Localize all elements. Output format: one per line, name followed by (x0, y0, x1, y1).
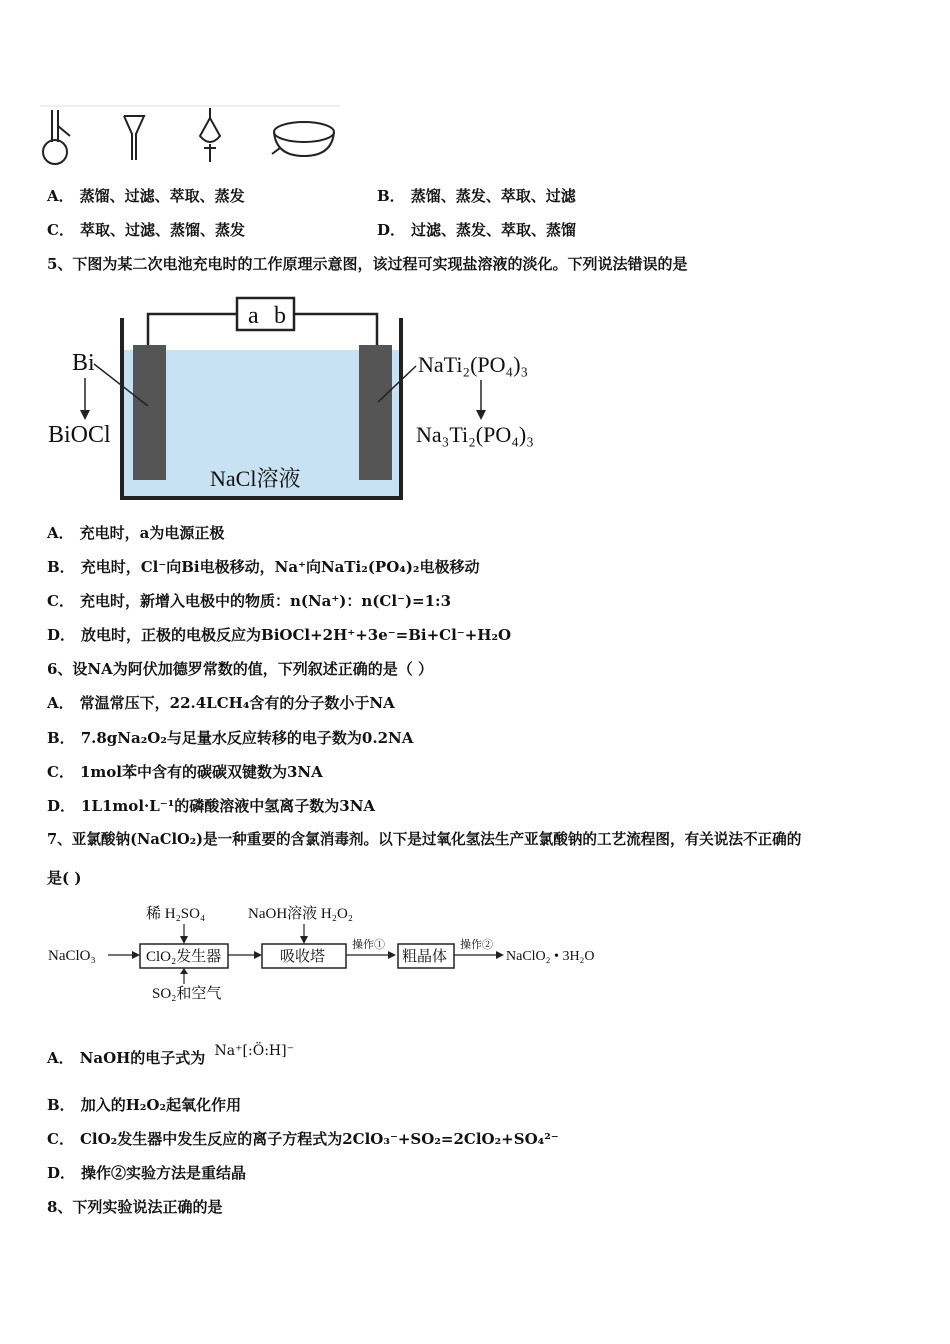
q7-option-a: A． NaOH的电子式为 Na⁺[:Ö:H]⁻ (47, 1043, 294, 1067)
flow-box1-top: 稀 H₂SO₄ (146, 906, 206, 922)
left-bottom-label: BiOCl (48, 422, 111, 448)
q7-stem-line1: 7、亚氯酸钠(NaClO₂)是一种重要的含氯消毒剂。以下是过氧化氢法生产亚氯酸钠的工艺流程图，有关说法不正确的 (47, 831, 802, 848)
q5-option-a: A． 充电时，a为电源正极 (47, 524, 225, 542)
q4-option-c: C． 萃取、过滤、蒸馏、蒸发 (47, 221, 245, 239)
flow-op1: 操作① (352, 939, 385, 951)
q8-stem: 8、下列实验说法正确的是 (47, 1198, 223, 1216)
q6-stem: 6、设NA为阿伏加德罗常数的值，下列叙述正确的是（ ） (47, 660, 434, 678)
flow-start: NaClO₃ (48, 948, 96, 964)
process-flow-diagram (48, 900, 628, 1004)
flow-box2-top: NaOH溶液 H₂O₂ (248, 906, 354, 922)
q7-stem-line2: 是( ) (47, 869, 82, 887)
flow-box1: ClO₂发生器 (146, 949, 222, 965)
left-top-label: Bi (72, 350, 95, 376)
q4-option-b: B． 蒸馏、蒸发、萃取、过滤 (377, 187, 576, 205)
q5-option-d: D． 放电时，正极的电极反应为BiOCl+2H⁺+3e⁻=Bi+Cl⁻+H₂O (47, 626, 512, 644)
source-label-b: b (274, 303, 286, 329)
bi-electrode (133, 345, 166, 480)
q5-option-b: B． 充电时，Cl⁻向Bi电极移动，Na⁺向NaTi₂(PO₄)₂电极移动 (47, 558, 480, 576)
q6-option-c: C． 1mol苯中含有的碳碳双键数为3NA (47, 763, 323, 781)
evaporating-dish-icon (272, 122, 334, 156)
q5-stem: 5、下图为某二次电池充电时的工作原理示意图，该过程可实现盐溶液的淡化。下列说法错误的是 (47, 255, 688, 273)
battery-diagram (44, 290, 564, 505)
q7-option-d: D． 操作②实验方法是重结晶 (47, 1164, 247, 1182)
funnel-icon (124, 116, 144, 160)
q7-option-b: B． 加入的H₂O₂起氧化作用 (47, 1096, 242, 1114)
solution-label: NaCl溶液 (210, 466, 301, 491)
right-bottom-label: Na₃Ti₂(PO₄)₃ (416, 422, 534, 447)
separatory-funnel-icon (200, 108, 220, 162)
distillation-flask-icon (43, 110, 70, 164)
q6-option-a: A． 常温常压下，22.4LCH₄含有的分子数小于NA (47, 694, 395, 712)
apparatus-illustration (40, 102, 340, 170)
q6-option-d: D． 1L1mol·L⁻¹的磷酸溶液中氢离子数为3NA (47, 797, 376, 815)
flow-box2: 吸收塔 (280, 949, 326, 965)
q4-option-d: D． 过滤、蒸发、萃取、蒸馏 (377, 221, 577, 239)
q6-option-b: B． 7.8gNa₂O₂与足量水反应转移的电子数为0.2NA (47, 729, 414, 747)
flow-box1-bottom: SO₂和空气 (152, 986, 222, 1002)
flow-product: NaClO₂ • 3H₂O (506, 949, 595, 964)
natipo4-electrode (359, 345, 392, 480)
source-label-a: a (248, 303, 259, 329)
right-top-label: NaTi₂(PO₄)₃ (418, 352, 529, 377)
q7-option-c: C． ClO₂发生器中发生反应的离子方程式为2ClO₃⁻+SO₂=2ClO₂+SO₄²⁻ (47, 1130, 559, 1148)
flow-op2: 操作② (460, 939, 493, 951)
flow-box3: 粗晶体 (402, 949, 448, 965)
electron-formula: Na⁺[:Ö:H]⁻ (214, 1043, 294, 1059)
q4-option-a: A． 蒸馏、过滤、萃取、蒸发 (47, 187, 245, 205)
q5-option-c: C． 充电时，新增入电极中的物质：n(Na⁺)：n(Cl⁻)=1:3 (47, 592, 452, 610)
